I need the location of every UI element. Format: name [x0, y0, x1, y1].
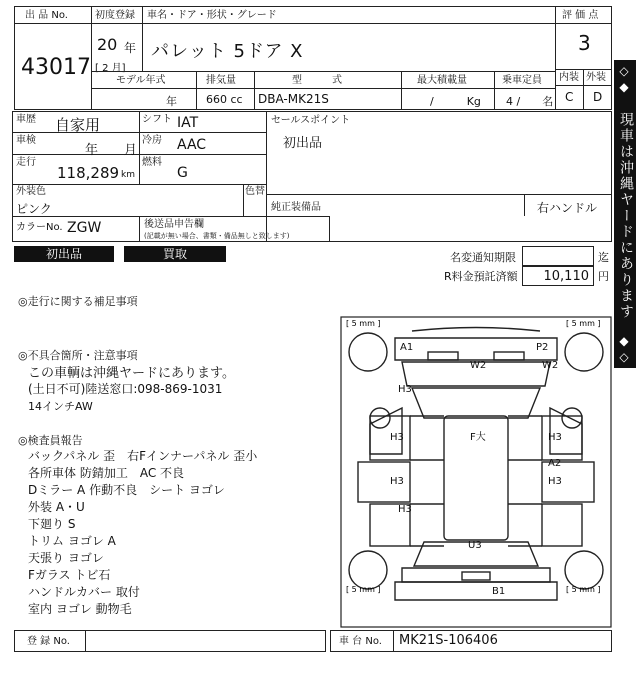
windshield	[412, 388, 540, 418]
defects-line: 14インチAW	[28, 400, 93, 413]
registration-no-box	[14, 630, 326, 652]
front-lamp-right	[494, 352, 524, 360]
inspector-line: 下廻り S	[28, 517, 76, 531]
inspector-line: バックパネル 歪 右Fインナーパネル 歪小	[28, 449, 258, 463]
mark-w2-right: W2	[542, 360, 559, 371]
tire-rear-right	[565, 551, 603, 589]
lot-number: 43017	[21, 55, 91, 80]
model-year-label: モデル年式	[116, 75, 166, 86]
recycle-fee-field	[522, 266, 594, 286]
mark-w2-top: W2	[470, 360, 487, 371]
defects-line: この車輌は沖縄ヤードにあります。	[28, 366, 235, 381]
front-grille	[412, 328, 540, 332]
exterior-label: 外装	[586, 72, 606, 83]
model-row	[91, 71, 556, 110]
inspector-line: Fガラス トビ石	[28, 568, 111, 582]
reg-year-unit: 年	[124, 41, 137, 55]
first-listing-tag: 初出品	[14, 246, 114, 262]
mark-h3-right-slide: H3	[548, 476, 562, 487]
recycle-fee-unit: 円	[598, 270, 609, 283]
side-banner-bottom-mark: ◆◇	[617, 334, 631, 366]
inspector-title: ◎検査員報告	[18, 434, 83, 447]
inspection-label: 車検	[16, 135, 36, 146]
mark-b1: B1	[492, 586, 506, 597]
history-label: 車歴	[16, 114, 36, 125]
front-bumper	[395, 338, 557, 360]
after-doc-label: 後送品申告欄	[144, 219, 204, 230]
shift-value: IAT	[177, 115, 199, 131]
inspector-line: 各所車体 防錆加工 AC 不良	[28, 466, 185, 480]
inspector-line: 室内 ヨゴレ 動物毛	[28, 602, 132, 616]
side-banner-top-mark: ◇◆	[617, 64, 631, 96]
mileage-label: 走行	[16, 157, 36, 168]
displacement-value: 660 cc	[206, 93, 243, 106]
license-plate	[462, 572, 490, 580]
mark-h3-left-slide: H3	[390, 476, 404, 487]
tire-depth-label: [ 5 mm ]	[566, 585, 601, 594]
score-value: 3	[578, 31, 591, 55]
fuel-value: G	[177, 165, 188, 181]
defects-line: (土日不可)陸送窓口:098-869-1031	[28, 382, 223, 396]
exterior-value: D	[593, 90, 603, 104]
chassis-no-label: 車 台 No.	[339, 636, 382, 647]
right-pillars	[508, 416, 542, 546]
color-label: 外装色	[16, 186, 46, 197]
inspector-line: 外装 A・U	[28, 500, 85, 514]
buy-tag: 買取	[124, 246, 226, 262]
mark-h3-left-front: H3	[398, 384, 412, 395]
chassis-no-value: MK21S-106406	[399, 633, 498, 648]
recycle-fee-label: R料金預託済額	[444, 270, 518, 283]
type-value: DBA-MK21S	[258, 92, 329, 106]
right-rear-quarter	[542, 504, 582, 546]
displacement-label: 排気量	[206, 75, 236, 86]
lot-label: 出 品 No.	[25, 10, 68, 21]
reg-month: [ 2 月]	[95, 63, 126, 74]
inspector-line: 天張り ヨゴレ	[28, 551, 104, 565]
tire-depth-label: [ 5 mm ]	[346, 319, 381, 328]
capacity-label: 乗車定員	[502, 75, 542, 86]
sales-point-value: 初出品	[283, 136, 323, 151]
sales-point-box	[266, 111, 612, 242]
colorno-value: ZGW	[67, 220, 102, 236]
tire-rear-left	[349, 551, 387, 589]
capacity-value: 4 / 名	[506, 95, 554, 108]
mark-u3: U3	[468, 540, 482, 551]
driving-notes-title: ◎走行に関する補足事項	[18, 295, 138, 308]
model-year-unit: 年	[166, 95, 177, 108]
ac-value: AAC	[177, 137, 207, 153]
type-label: 型 式	[292, 75, 342, 86]
tire-depth-label: [ 5 mm ]	[346, 585, 381, 594]
notice-deadline-unit: 迄	[598, 251, 609, 264]
history-value: 自家用	[55, 116, 101, 134]
car-name-label: 車名・ドア・形状・グレード	[147, 10, 277, 21]
interior-value: C	[565, 90, 574, 104]
lot-box	[14, 6, 92, 110]
notice-deadline-field	[522, 246, 594, 266]
score-box	[555, 6, 612, 110]
car-name: パレット 5ドア X	[151, 41, 304, 62]
max-load-value: / Kg	[430, 95, 481, 108]
side-banner	[614, 60, 636, 368]
defects-title: ◎不具合箇所・注意事項	[18, 349, 138, 362]
inspector-line: トリム ヨゴレ A	[28, 534, 116, 548]
mark-h3-right-door: H3	[548, 432, 562, 443]
mileage-unit: km	[121, 170, 135, 180]
sales-point-label: セールスポイント	[271, 115, 351, 126]
mark-h3-left-rear: H3	[398, 504, 412, 515]
inspection-value: 年 月	[85, 143, 138, 158]
left-pillars	[410, 416, 444, 546]
fuel-label: 燃料	[142, 157, 162, 168]
mark-a2: A2	[548, 458, 562, 469]
genuine-equipment-label: 純正装備品	[271, 202, 321, 213]
notice-deadline-label: 名変通知期限	[450, 251, 516, 264]
front-lamp-left	[428, 352, 458, 360]
mark-f-dai: F大	[470, 432, 486, 443]
car-damage-diagram	[340, 316, 612, 628]
tire-front-left	[349, 333, 387, 371]
handle-value: 右ハンドル	[537, 201, 598, 215]
ac-label: 冷房	[142, 135, 162, 146]
inspector-line: Dミラー A 作動不良 シート ヨゴレ	[28, 483, 225, 497]
after-doc-note: (記載が無い場合、書類・備品無しと致します)	[144, 232, 290, 240]
mark-h3-left-door: H3	[390, 432, 404, 443]
reg-label: 初度登録	[95, 10, 135, 21]
tire-front-right	[565, 333, 603, 371]
registration-no-label: 登 録 No.	[27, 636, 70, 647]
mileage-value: 118,289	[57, 164, 120, 182]
side-banner-text: 現車は沖縄ヤードにあります	[618, 112, 634, 320]
tire-depth-label: [ 5 mm ]	[566, 319, 601, 328]
mark-p2: P2	[536, 342, 549, 353]
interior-label: 内装	[559, 72, 579, 83]
left-front-fender	[370, 408, 402, 454]
score-label: 評 価 点	[562, 10, 599, 21]
colorno-label: カラーNo.	[16, 222, 63, 233]
color-value: ピンク	[16, 202, 52, 216]
inspector-line: ハンドルカバー 取付	[28, 585, 140, 599]
mirror-right	[562, 408, 582, 428]
color-swap-label: 色替	[245, 186, 265, 197]
car-name-box	[142, 6, 556, 72]
mirror-left	[370, 408, 390, 428]
max-load-label: 最大積載量	[417, 75, 467, 86]
recycle-fee-value: 10,110	[543, 269, 589, 284]
rear-bumper	[395, 582, 557, 600]
right-front-fender	[550, 408, 582, 454]
mark-a1: A1	[400, 342, 414, 353]
chassis-no-box	[330, 630, 612, 652]
registration-box	[91, 6, 143, 72]
reg-year: 20	[97, 35, 118, 54]
shift-label: シフト	[142, 114, 172, 125]
